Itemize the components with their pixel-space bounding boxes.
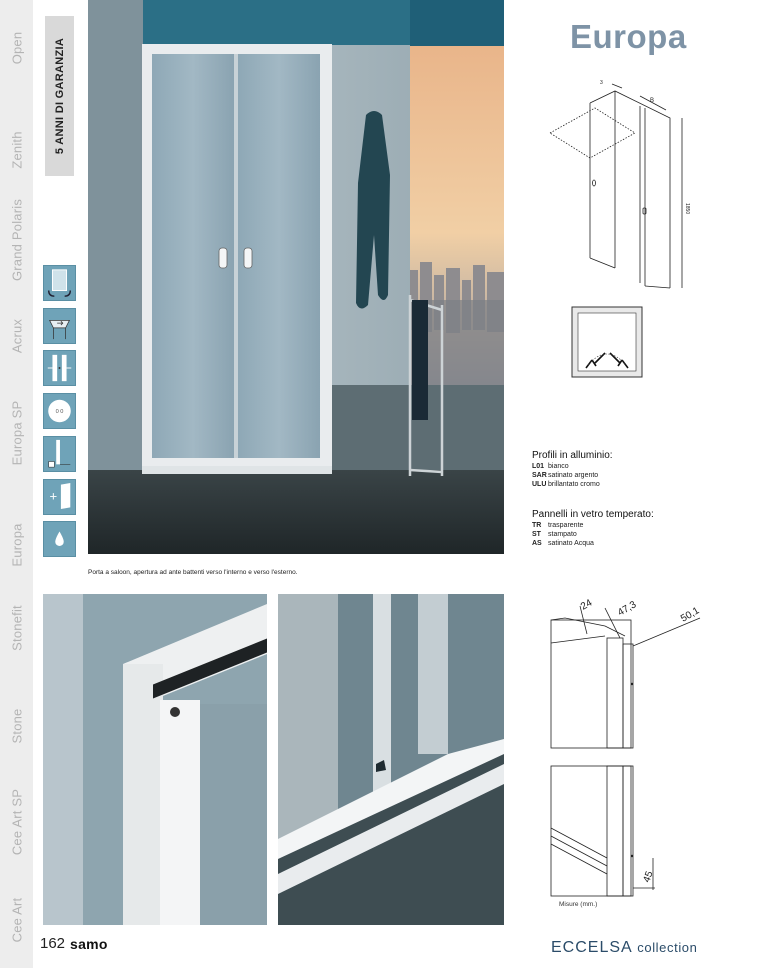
product-caption: Porta a saloon, apertura ad ante battenti verso l'interno e verso l'esterno. — [88, 569, 298, 576]
sidebar-item-stone[interactable]: Stone — [9, 708, 24, 744]
spec-row — [532, 539, 654, 548]
dimension-label-24: 24 — [579, 598, 595, 613]
spec-row — [532, 521, 654, 530]
reversible-icon — [43, 265, 76, 301]
spec-desc: brillantato cromo — [548, 481, 600, 488]
extension-icon — [43, 479, 76, 515]
collection-name — [551, 939, 697, 957]
sidebar-item-acrux[interactable]: Acrux — [9, 318, 24, 354]
sidebar-item-europa[interactable]: Europa — [9, 523, 24, 567]
spec-code: L01 — [532, 463, 545, 470]
iso-dimension-b: B — [650, 98, 655, 104]
panels-spec — [532, 510, 654, 548]
measurement-unit-note: Misure (mm.) — [559, 901, 598, 908]
svg-text:0 0: 0 0 — [55, 408, 64, 415]
tray-install-icon — [43, 308, 76, 344]
collection-sidebar — [0, 0, 33, 968]
dimension-label-47-3: 47,3 — [616, 599, 639, 619]
main-product-photo — [88, 0, 504, 554]
spec-code: ST — [532, 531, 541, 538]
spec-desc: satinato Acqua — [548, 540, 594, 547]
spec-row — [532, 471, 613, 480]
water-drop-icon — [43, 521, 76, 557]
sidebar-item-europa-sp[interactable]: Europa SP — [9, 400, 24, 466]
spec-row — [532, 462, 613, 471]
profiles-heading: Profili in alluminio: — [532, 450, 613, 461]
warranty-badge: 5 ANNI DI GARANZIA — [45, 16, 74, 176]
wall-profile-icon — [43, 436, 76, 472]
spec-desc: satinato argento — [548, 472, 599, 479]
profile-technical-drawing — [545, 598, 715, 918]
page-number: 162 — [40, 935, 66, 952]
spec-row — [532, 480, 613, 489]
spec-row — [532, 530, 654, 539]
spec-desc: stampato — [548, 531, 577, 538]
profiles-spec — [532, 451, 613, 489]
spec-desc: bianco — [548, 463, 569, 470]
product-title: Europa — [570, 18, 687, 55]
sidebar-item-cee-art[interactable]: Cee Art — [9, 897, 24, 943]
collection-title: ECCELSA — [551, 939, 632, 956]
adjustment-icon — [43, 350, 76, 386]
brand-logo: samo — [70, 936, 108, 952]
sidebar-item-cee-art-sp[interactable]: Cee Art SP — [9, 788, 24, 856]
sidebar-item-zenith[interactable]: Zenith — [9, 131, 24, 169]
spec-code: ULU — [532, 481, 547, 488]
iso-dimension-s: 3 — [600, 80, 603, 86]
sidebar-item-open[interactable]: Open — [9, 31, 24, 65]
opening-plan-diagram — [570, 305, 645, 380]
spec-code: TR — [532, 522, 542, 529]
sidebar-item-grand-polaris[interactable]: Grand Polaris — [9, 198, 24, 282]
iso-dimension-h: 1850 — [684, 203, 690, 215]
svg-text:+: + — [49, 488, 58, 504]
dimension-label-50-1: 50,1 — [679, 605, 702, 625]
spec-code: SAR — [532, 472, 547, 479]
isometric-dimension-diagram — [540, 78, 690, 293]
collection-subtitle: collection — [637, 940, 698, 955]
sidebar-item-stonefit[interactable]: Stonefit — [9, 605, 24, 651]
dimension-label-45: 45 — [641, 869, 656, 885]
hinge-detail-photo — [43, 594, 267, 925]
profile-detail-photo — [278, 594, 504, 925]
spec-code: AS — [532, 540, 542, 547]
handles-icon — [43, 393, 76, 429]
spec-desc: trasparente — [548, 522, 584, 529]
panels-heading: Pannelli in vetro temperato: — [532, 509, 654, 520]
